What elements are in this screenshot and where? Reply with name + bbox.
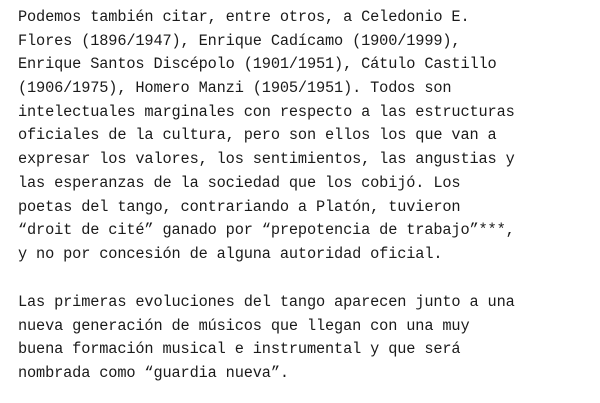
text-line: las esperanzas de la sociedad que los cobijó. Los (18, 173, 461, 192)
text-line: nombrada como “guardia nueva”. (18, 364, 289, 383)
text-line: Podemos también citar, entre otros, a Celedonio E. (18, 8, 470, 26)
text-line: (1906/1975), Homero Manzi (1905/1951). Todos son (18, 79, 452, 98)
text-line: y no por concesión de alguna autoridad oficial. (18, 244, 443, 263)
text-line: expresar los valores, los sentimientos, las angustias y (18, 150, 515, 169)
paragraph-1 (18, 6, 515, 267)
text-line: Flores (1896/1947), Enrique Cadícamo (1900/1999), (18, 31, 461, 50)
text-line: Las primeras evoluciones del tango aparecen junto a una (18, 293, 515, 311)
text-line: poetas del tango, contrariando a Platón, tuvieron (18, 197, 461, 216)
paragraph-2 (18, 291, 515, 386)
text-line: buena formación musical e instrumental y que será (18, 340, 461, 359)
text-line: nueva generación de músicos que llegan con una muy (18, 316, 470, 335)
text-line: “droit de cité” ganado por “prepotencia de trabajo”***, (18, 221, 515, 240)
text-line: Enrique Santos Discépolo (1901/1951), Cátulo Castillo (18, 55, 497, 74)
text-line: oficiales de la cultura, pero son ellos los que van a (18, 126, 497, 145)
text-line: intelectuales marginales con respecto a las estructuras (18, 102, 515, 121)
